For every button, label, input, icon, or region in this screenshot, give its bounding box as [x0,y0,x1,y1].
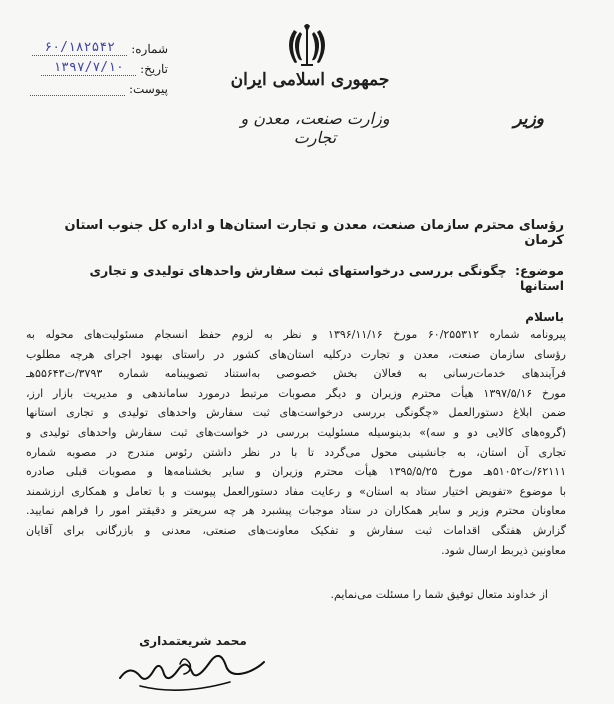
subject-line [44,263,564,293]
body-line: تجاری آن استان، به جانشینی محول می‌گردد تا با در نظر داشتن رئوس مندرج در مصوبه شماره [26,445,566,459]
date-value: ۱۳۹۷/۷/۱۰ [41,60,136,76]
body-line: با موضوع «تفویض اختیار ستاد به استان» و رعایت مفاد دستورالعمل پیوست و با تعامل و همکاری ارزشمند [26,484,566,498]
body-line: ضمن ابلاغ دستورالعمل «چگونگی بررسی درخواست‌های ثبت سفارش واحدهای تولیدی و تجاری استانها [26,406,566,420]
letter-body [26,325,566,560]
letter-meta [18,36,168,96]
signer-name: محمد شریعتمداری [139,634,247,648]
number-value: ۶۰/۱۸۲۵۴۲ [32,40,127,56]
body-line: پیرونامه شماره ۶۰/۲۵۵۳۱۲ مورخ ۱۳۹۶/۱۱/۱۶ و نظر به لزوم حفظ انسجام مسئولیت‌های محوله به [26,328,566,341]
attachment-row [18,76,168,96]
recipient-line: رؤسای محترم سازمان صنعت، معدن و تجارت استان‌ها و اداره کل جنوب استان کرمان [64,218,564,248]
minister-title: وزیر [513,109,544,129]
republic-title: جمهوری اسلامی ایران [230,70,390,90]
ministry-name: وزارت صنعت، معدن و تجارت [240,109,390,147]
date-label: تاریخ: [140,62,168,76]
number-row [18,36,168,56]
iran-emblem-icon [286,22,328,70]
closing-line: از خداوند متعال توفیق شما را مسئلت می‌نمایم. [330,588,548,601]
attachment-label: پیوست: [128,82,168,96]
subject-label: موضوع: [514,263,564,278]
body-line: گزارش هفتگی اقدامات ثبت سفارش و تفکیک معاونت‌های صنعتی، معدنی و بازرگانی برای آقایان [26,523,566,537]
date-row [18,56,168,76]
body-line: رؤسای سازمان صنعت، معدن و تجارت درکلیه استان‌های کشور در راستای بهبود اجرای هرچه مطلوب [26,347,566,361]
body-line: معاونان محترم وزیر و سایر همکاران در ستاد موجبات پیشبرد هر چه سریعتر و دقیقتر امور را فراهم نمایید. [26,504,566,518]
greeting: باسلام [525,310,564,324]
body-line: ۶۲۱۱۱/ت۵۱۰۵۲هـ مورخ ۱۳۹۵/۵/۲۵ هیأت محترم وزیران و سایر بخشنامه‌ها و مصوبات قبلی صادره [26,465,566,479]
attachment-value [30,95,125,96]
body-line: (گروه‌های کالایی دو و سه)» بدینوسیله مسئولیت بررسی در خواست‌های ثبت سفارش واحدهای تولیدی و [26,425,566,439]
subject-text: چگونگی بررسی درخواستهای ثبت سفارش واحدهای تولیدی و تجاری استانها [89,263,564,293]
body-line: معاونین ذیربط ارسال شود. [441,543,566,557]
handwritten-signature [110,640,270,700]
body-line: مورخ ۱۳۹۷/۵/۱۶ هیأت محترم وزیران و دیگر مصوبات مرتبط درمورد ساماندهی و مدیریت بازار ارز، [26,386,566,400]
number-label: شماره: [131,42,168,56]
body-line: فرآیندهای خدمات‌رسانی به فعالان بخش خصوصی به‌استناد تصویبنامه شماره ۳۷۹۳/ت۵۵۶۴۳هـ [26,367,566,381]
